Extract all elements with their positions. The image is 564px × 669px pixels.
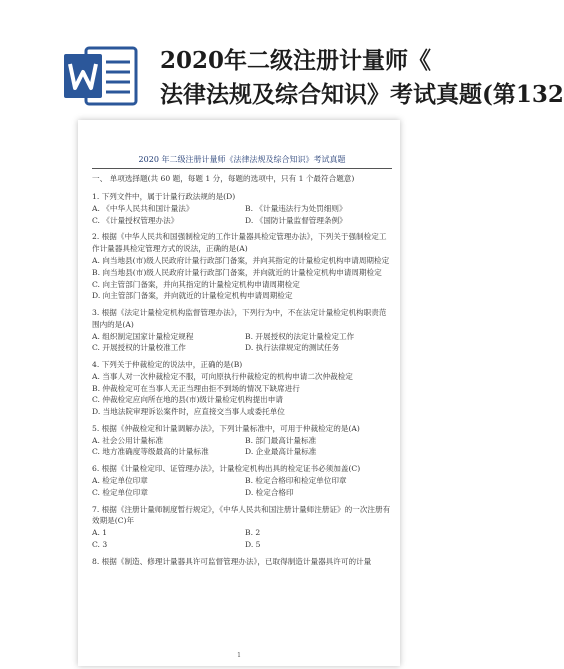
question-option: B. 部门最高计量标准 bbox=[245, 435, 317, 445]
question-option: A. 检定单位印章 bbox=[92, 476, 148, 485]
question-option: B. 仲裁检定可在当事人无正当理由拒不到场的情况下缺席进行 bbox=[92, 383, 300, 393]
question-option: C. 《计量授权管理办法》 bbox=[92, 215, 179, 225]
document-title: 2020 年二级注册计量师《法律法规及综合知识》考试真题 bbox=[92, 154, 392, 169]
question-stem: 6. 根据《计量检定印、证管理办法》，计量检定机构出具的检定证书必须加盖(C) bbox=[92, 464, 361, 474]
banner-title-line-1: 2020年二级注册计量师《 bbox=[160, 47, 432, 74]
question-option: C. 向主管部门备案，并向其指定的计量检定机构申请周期检定 bbox=[92, 279, 300, 289]
question-item bbox=[92, 231, 392, 302]
question-stem: 2. 根据《中华人民共和国强制检定的工作计量器具检定管理办法》，下列关于强制检定工作计量器具检定管理方式的说法，正确的是(A) bbox=[92, 232, 387, 254]
question-options bbox=[92, 255, 392, 302]
question-option: B. 向当地县(市)级人民政府计量行政部门备案，并向就近的计量检定机构申请周期检定 bbox=[92, 267, 382, 277]
question-option: D. 执行法律规定的测试任务 bbox=[245, 343, 340, 353]
question-option: A. 组织制定国家计量检定规程 bbox=[92, 331, 194, 341]
question-item bbox=[92, 191, 392, 226]
question-options bbox=[92, 371, 392, 418]
page-number: 1 bbox=[237, 652, 241, 659]
word-document-icon bbox=[62, 46, 142, 106]
question-option: D. 检定合格印 bbox=[245, 487, 294, 497]
question-option: A. 向当地县(市)级人民政府计量行政部门备案，并向其指定的计量检定机构申请周期检定 bbox=[92, 255, 390, 265]
banner-title-line-2: 法律法规及综合知识》考试真题(第132 bbox=[160, 81, 564, 108]
question-options bbox=[92, 475, 392, 499]
question-stem: 1. 下列文件中，属于计量行政法规的是(D) bbox=[92, 192, 236, 202]
question-stem: 7. 根据《注册计量师制度暂行规定》，《中华人民共和国注册计量师注册证》的一次注册有效期是(C)年 bbox=[92, 504, 391, 526]
question-item bbox=[92, 504, 392, 551]
question-item bbox=[92, 307, 392, 354]
question-option: C. 开展授权的计量校准工作 bbox=[92, 343, 186, 353]
question-option: D. 企业最高计量标准 bbox=[245, 447, 317, 457]
question-item bbox=[92, 556, 392, 568]
question-item bbox=[92, 463, 392, 498]
question-option: C. 地方准确度等级最高的计量标准 bbox=[92, 447, 209, 457]
section-instruction: 一、 单项选择题(共 60 题，每题 1 分，每题的选项中，只有 1 个最符合题意) bbox=[92, 174, 355, 184]
question-option: D. 《国防计量监督管理条例》 bbox=[245, 215, 347, 225]
question-stem: 8. 根据《制造、修理计量器具许可监督管理办法》，已取得制造计量器具许可的计量 bbox=[92, 556, 372, 566]
question-option: C. 检定单位印章 bbox=[92, 487, 148, 497]
document-body bbox=[92, 154, 392, 572]
question-option: D. 5 bbox=[245, 539, 261, 549]
question-option: C. 仲裁检定应向所在地的县(市)级计量检定机构提出申请 bbox=[92, 395, 283, 405]
question-item bbox=[92, 423, 392, 458]
question-option: A. 1 bbox=[92, 528, 108, 538]
question-stem: 5. 根据《仲裁检定和计量调解办法》，下列计量标准中，可用于仲裁检定的是(A) bbox=[92, 423, 360, 433]
question-option: C. 3 bbox=[92, 539, 108, 549]
question-option: A. 《中华人民共和国计量法》 bbox=[92, 203, 194, 213]
question-option: B. 开展授权的法定计量检定工作 bbox=[245, 331, 355, 341]
question-options bbox=[92, 331, 392, 355]
question-list bbox=[92, 191, 392, 567]
question-options bbox=[92, 203, 392, 227]
question-stem: 3. 根据《法定计量检定机构监督管理办法》，下列行为中，不在法定计量检定机构职责范围内的是(A) bbox=[92, 308, 387, 329]
question-option: B. 《计量违法行为处罚细则》 bbox=[245, 203, 347, 213]
document-page bbox=[78, 120, 400, 666]
question-option: D. 当地法院审理诉讼案件时，应直接交当事人或委托单位 bbox=[92, 407, 285, 417]
question-options bbox=[92, 435, 392, 459]
question-option: A. 社会公用计量标准 bbox=[92, 435, 164, 445]
question-option: D. 向主管部门备案，并向就近的计量检定机构申请周期检定 bbox=[92, 291, 293, 301]
question-stem: 4. 下列关于仲裁检定的说法中，正确的是(B) bbox=[92, 360, 243, 370]
question-option: B. 2 bbox=[245, 528, 261, 538]
question-options bbox=[92, 527, 392, 551]
question-option: B. 检定合格印和检定单位印章 bbox=[245, 476, 347, 485]
question-item bbox=[92, 359, 392, 418]
question-option: A. 当事人对一次仲裁检定不服，可向原执行仲裁检定的机构申请二次仲裁检定 bbox=[92, 371, 353, 381]
